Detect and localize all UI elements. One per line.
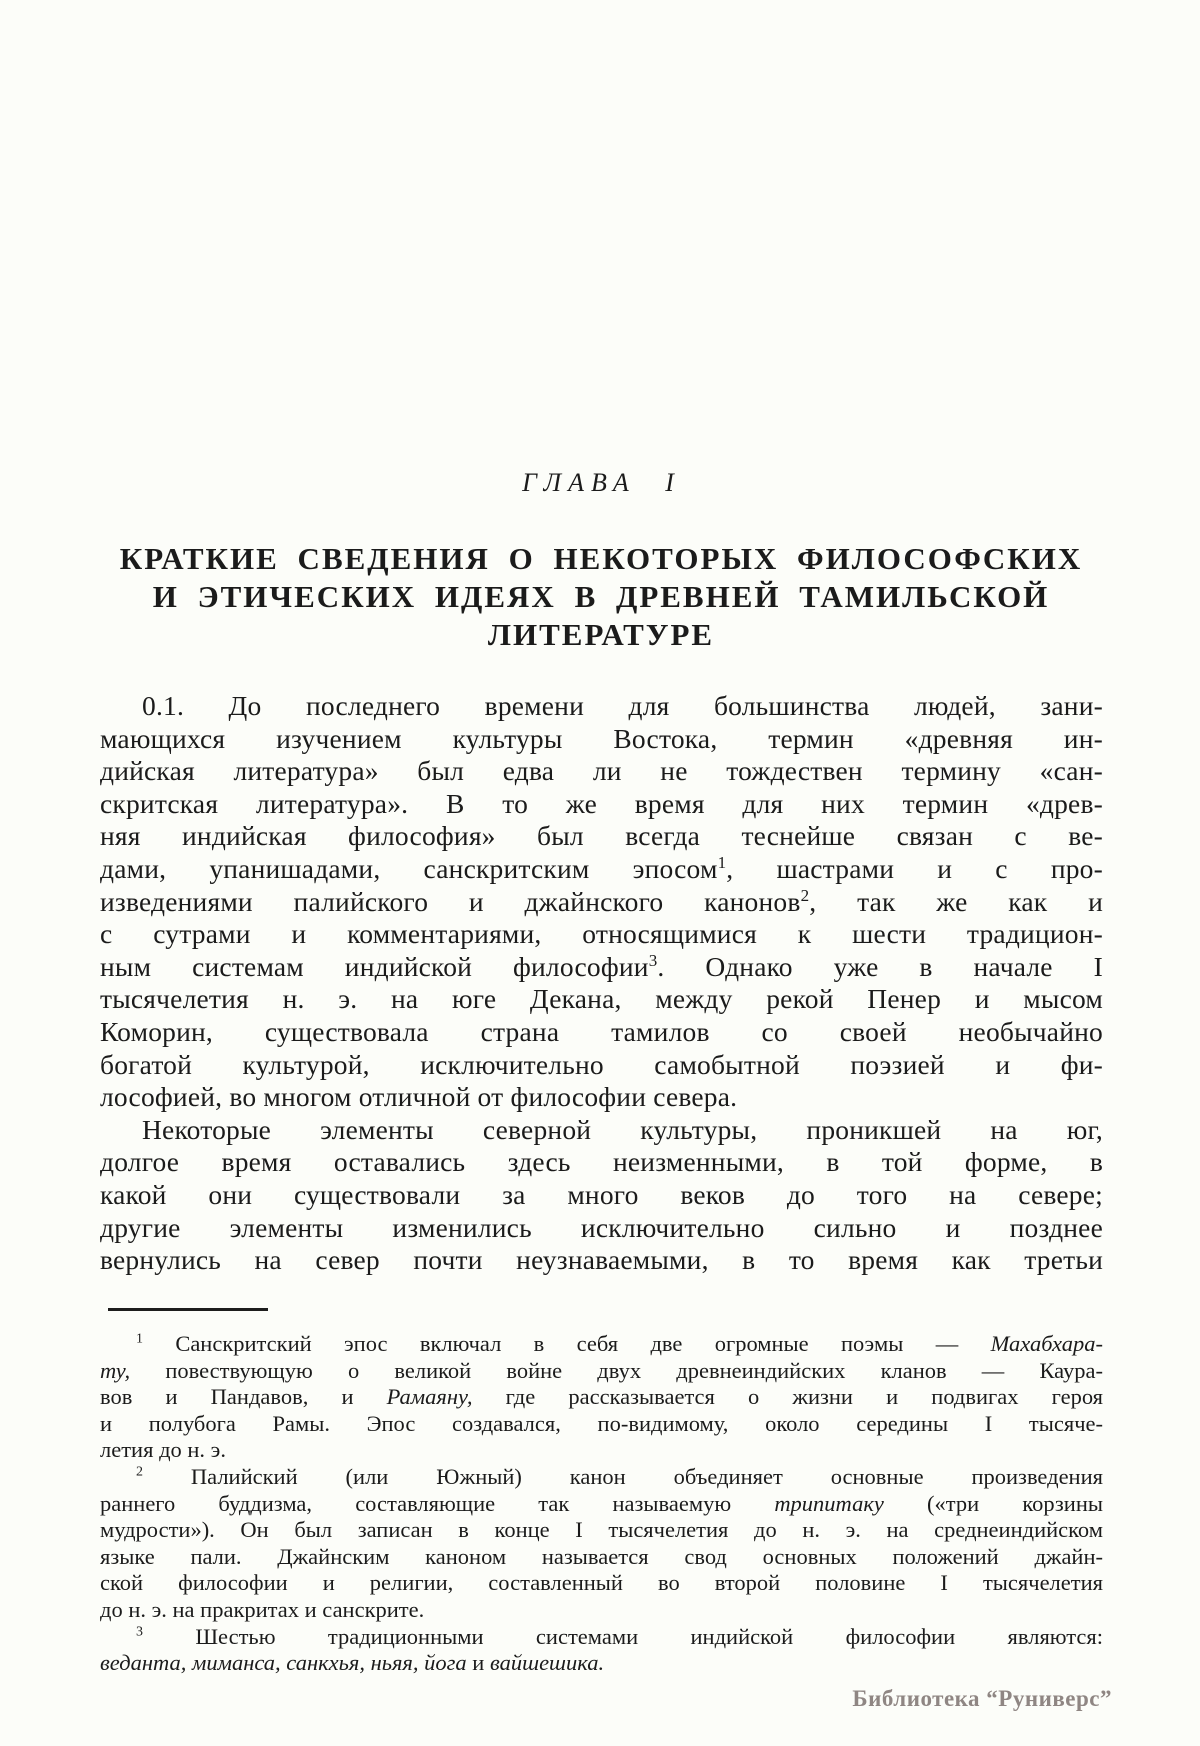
text-line: с сутрами и комментариями, относящимися к шести традицион- (100, 918, 1103, 950)
footnotes-section (100, 1331, 1103, 1677)
footnote-reference: 1 (717, 852, 727, 872)
body-text (100, 690, 1103, 1277)
footnote (100, 1464, 1103, 1624)
italic-term: Махабхара- (990, 1331, 1103, 1356)
text-line: другие элементы изменились исключительно сильно и позднее (100, 1211, 1103, 1243)
footnote-reference: 2 (136, 1464, 143, 1480)
italic-term: вайшешика. (489, 1650, 605, 1676)
title-line: И ЭТИЧЕСКИХ ИДЕЯХ В ДРЕВНЕЙ ТАМИЛЬСКОЙ (152, 579, 1050, 614)
title-line: ЛИТЕРАТУРЕ (487, 617, 715, 652)
chapter-heading: ГЛАВА I (522, 468, 681, 497)
text-line: ской философии и религии, составленный во второй половине I тысячелетия (100, 1570, 1103, 1596)
footnote-separator (108, 1308, 268, 1311)
italic-term: трипитаку (774, 1490, 884, 1516)
text-line: веданта, миманса, санкхья, ньяя, йога и вайшешика. (100, 1650, 605, 1676)
text-line: богатой культурой, исключительно самобытной поэзией и фи- (100, 1048, 1103, 1080)
italic-term: веданта, миманса, санкхья, ньяя, йога (100, 1650, 467, 1676)
body-paragraph (100, 1114, 1103, 1277)
text-line: какой они существовали за много веков до того на севере; (100, 1178, 1103, 1210)
footnote-reference: 3 (648, 950, 658, 970)
text-line: мудрости»). Он был записан в конце I тысячелетия до н. э. на среднеиндийском (100, 1517, 1103, 1543)
title-line: КРАТКИЕ СВЕДЕНИЯ О НЕКОТОРЫХ ФИЛОСОФСКИХ (119, 541, 1083, 576)
text-line: долгое время оставались здесь неизменными, в той форме, в (100, 1146, 1103, 1178)
text-line: мающихся изучением культуры Востока, термин «древняя ин- (100, 722, 1103, 754)
text-line: Коморин, существовала страна тамилов со своей необычайно (100, 1015, 1103, 1047)
text-line: 0.1. До последнего времени для большинства людей, зани- (142, 690, 1103, 721)
chapter-title (96, 540, 1106, 654)
text-line: дами, упанишадами, санскритским эпосом$^1$, шастрами и с про- (100, 852, 1103, 884)
library-watermark: Библиотека “Руниверс” (852, 1686, 1112, 1711)
text-line: летия до н. э. (100, 1437, 226, 1463)
text-line: Некоторые элементы северной культуры, проникшей на юг, (142, 1113, 1103, 1145)
italic-term: ту, (100, 1357, 131, 1383)
text-line: до н. э. на пракритах и санскрите. (100, 1596, 425, 1622)
text-line: дийская литература» был едва ли не тождествен термину «сан- (100, 755, 1103, 787)
text-line: вов и Пандавов, и Рамаяну, где рассказывается о жизни и подвигах героя (100, 1384, 1103, 1410)
body-paragraph (100, 690, 1103, 1114)
text-line: няя индийская философия» был всегда теснейше связан с ве- (100, 820, 1103, 852)
footnote-reference: 3 (136, 1624, 143, 1640)
italic-term: Рамаяну, (386, 1384, 473, 1410)
text-line: лософией, во многом отличной от философии севера. (100, 1081, 738, 1113)
footnote-reference: 2 (800, 885, 810, 905)
text-line: скритская литература». В то же время для них термин «древ- (100, 787, 1103, 819)
text-line: тысячелетия н. э. на юге Декана, между рекой Пенер и мысом (100, 983, 1103, 1015)
footnote (100, 1624, 1103, 1677)
text-line: $^1$ Санскритский эпос включал в себя две огромные поэмы — Махабхара- (136, 1331, 1103, 1356)
text-line: языке пали. Джайнским каноном называется свод основных положений джайн- (100, 1543, 1103, 1569)
text-line: ту, повествующую о великой войне двух древнеиндийских кланов — Каура- (100, 1357, 1103, 1383)
footnote (100, 1331, 1103, 1464)
text-line: вернулись на север почти неузнаваемыми, в то время как третьи (100, 1244, 1103, 1276)
footnote-reference: 1 (136, 1331, 143, 1347)
text-line: $^2$ Палийский (или Южный) канон объединяет основные произведения (136, 1463, 1103, 1489)
text-line: и полубога Рамы. Эпос создавался, по-видимому, около середины I тысяче- (100, 1410, 1103, 1436)
text-line: раннего буддизма, составляющие так называемую трипитаку («три корзины (100, 1490, 1103, 1516)
text-line: изведениями палийского и джайнского канонов$^2$, так же как и (100, 885, 1103, 917)
text-line: ным системам индийской философии$^3$. Однако уже в начале I (100, 950, 1103, 982)
text-line: $^3$ Шестью традиционными системами индийской философии являются: (136, 1623, 1103, 1649)
